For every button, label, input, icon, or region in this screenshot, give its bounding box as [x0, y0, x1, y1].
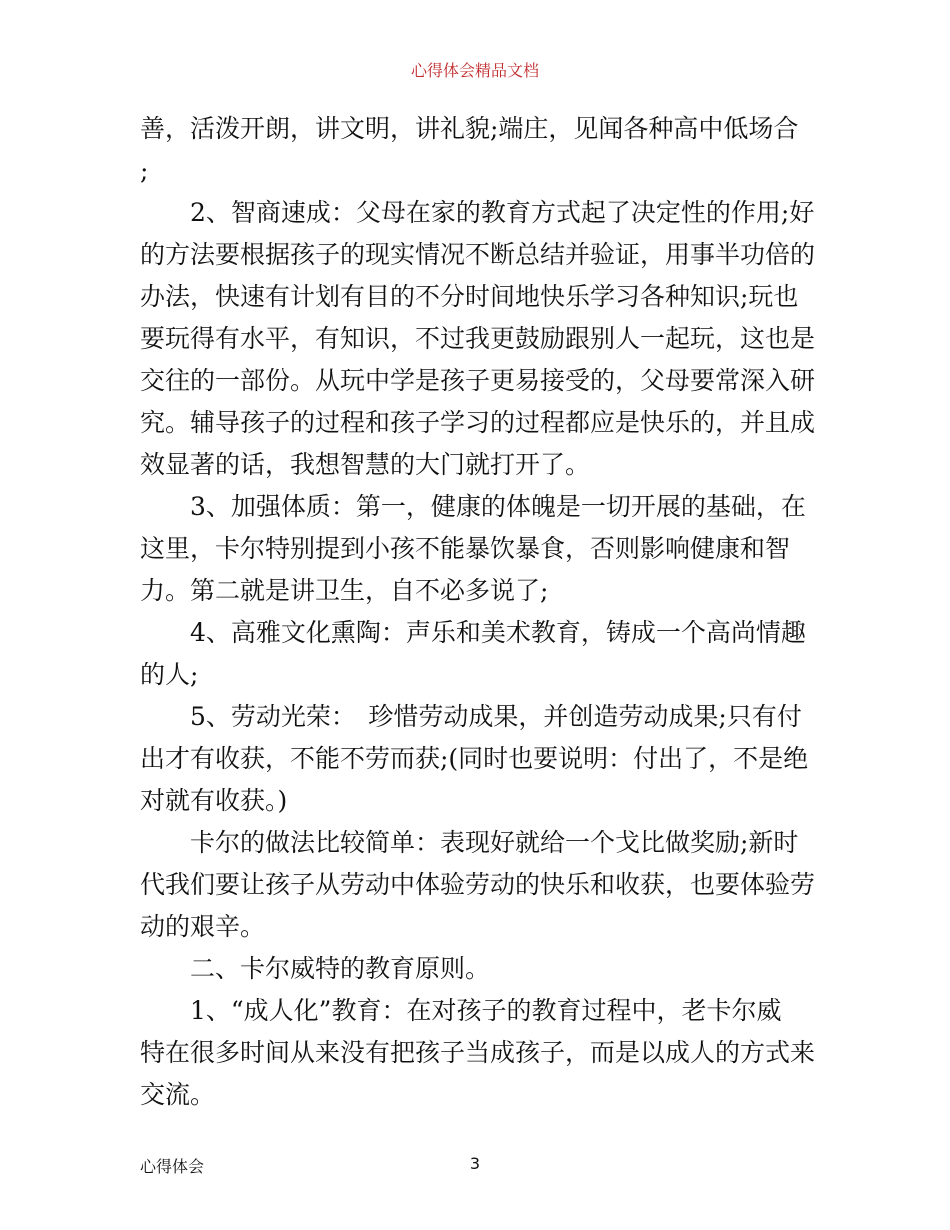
text-line: 的人;: [140, 660, 199, 689]
text-line: 卡尔的做法比较简单：表现好就给一个戈比做奖励;新时: [140, 828, 799, 857]
text-line: 1、“成人化”教育：在对孩子的教育过程中，老卡尔威: [140, 996, 782, 1025]
text-line: 这里，卡尔特别提到小孩不能暴饮暴食，否则影响健康和智: [140, 534, 791, 563]
text-line: 对就有收获。): [140, 786, 288, 815]
text-line: 5、劳动光荣： 珍惜劳动成果，并创造劳动成果;只有付: [140, 702, 802, 731]
text-line: 交往的一部份。从玩中学是孩子更易接受的，父母要常深入研: [140, 366, 816, 395]
text-line: 交流。: [140, 1080, 216, 1109]
page-number: 3: [469, 1154, 481, 1173]
document-body: [140, 108, 815, 1116]
text-line: 的方法要根据孩子的现实情况不断总结并验证，用事半功倍的: [140, 240, 816, 269]
text-line: 2、智商速成：父母在家的教育方式起了决定性的作用;好: [140, 198, 815, 227]
text-line: 特在很多时间从来没有把孩子当成孩子，而是以成人的方式来: [140, 1038, 816, 1067]
text-line: 究。辅导孩子的过程和孩子学习的过程都应是快乐的，并且成: [140, 408, 816, 437]
text-line: 要玩得有水平，有知识，不过我更鼓励跟别人一起玩，这也是: [140, 324, 816, 353]
text-line: 办法，快速有计划有目的不分时间地快乐学习各种知识;玩也: [140, 282, 799, 311]
text-line: 力。第二就是讲卫生，自不必多说了;: [140, 576, 549, 605]
text-line: ;: [140, 156, 149, 185]
text-line: 二、卡尔威特的教育原则。: [140, 954, 491, 983]
footer-label: 心得体会: [140, 1157, 205, 1176]
page-header-title: 心得体会精品文档: [410, 61, 539, 80]
text-line: 善，活泼开朗，讲文明，讲礼貌;端庄，见闻各种高中低场合: [140, 114, 799, 143]
text-line: 动的艰辛。: [140, 912, 266, 941]
text-line: 3、加强体质：第一，健康的体魄是一切开展的基础，在: [140, 492, 806, 521]
text-line: 代我们要让孩子从劳动中体验劳动的快乐和收获，也要体验劳: [140, 870, 816, 899]
text-line: 效显著的话，我想智慧的大门就打开了。: [140, 450, 591, 479]
text-line: 出才有收获，不能不劳而获;(同时也要说明：付出了，不是绝: [140, 744, 809, 773]
text-line: 4、高雅文化熏陶：声乐和美术教育，铸成一个高尚情趣: [140, 618, 806, 647]
